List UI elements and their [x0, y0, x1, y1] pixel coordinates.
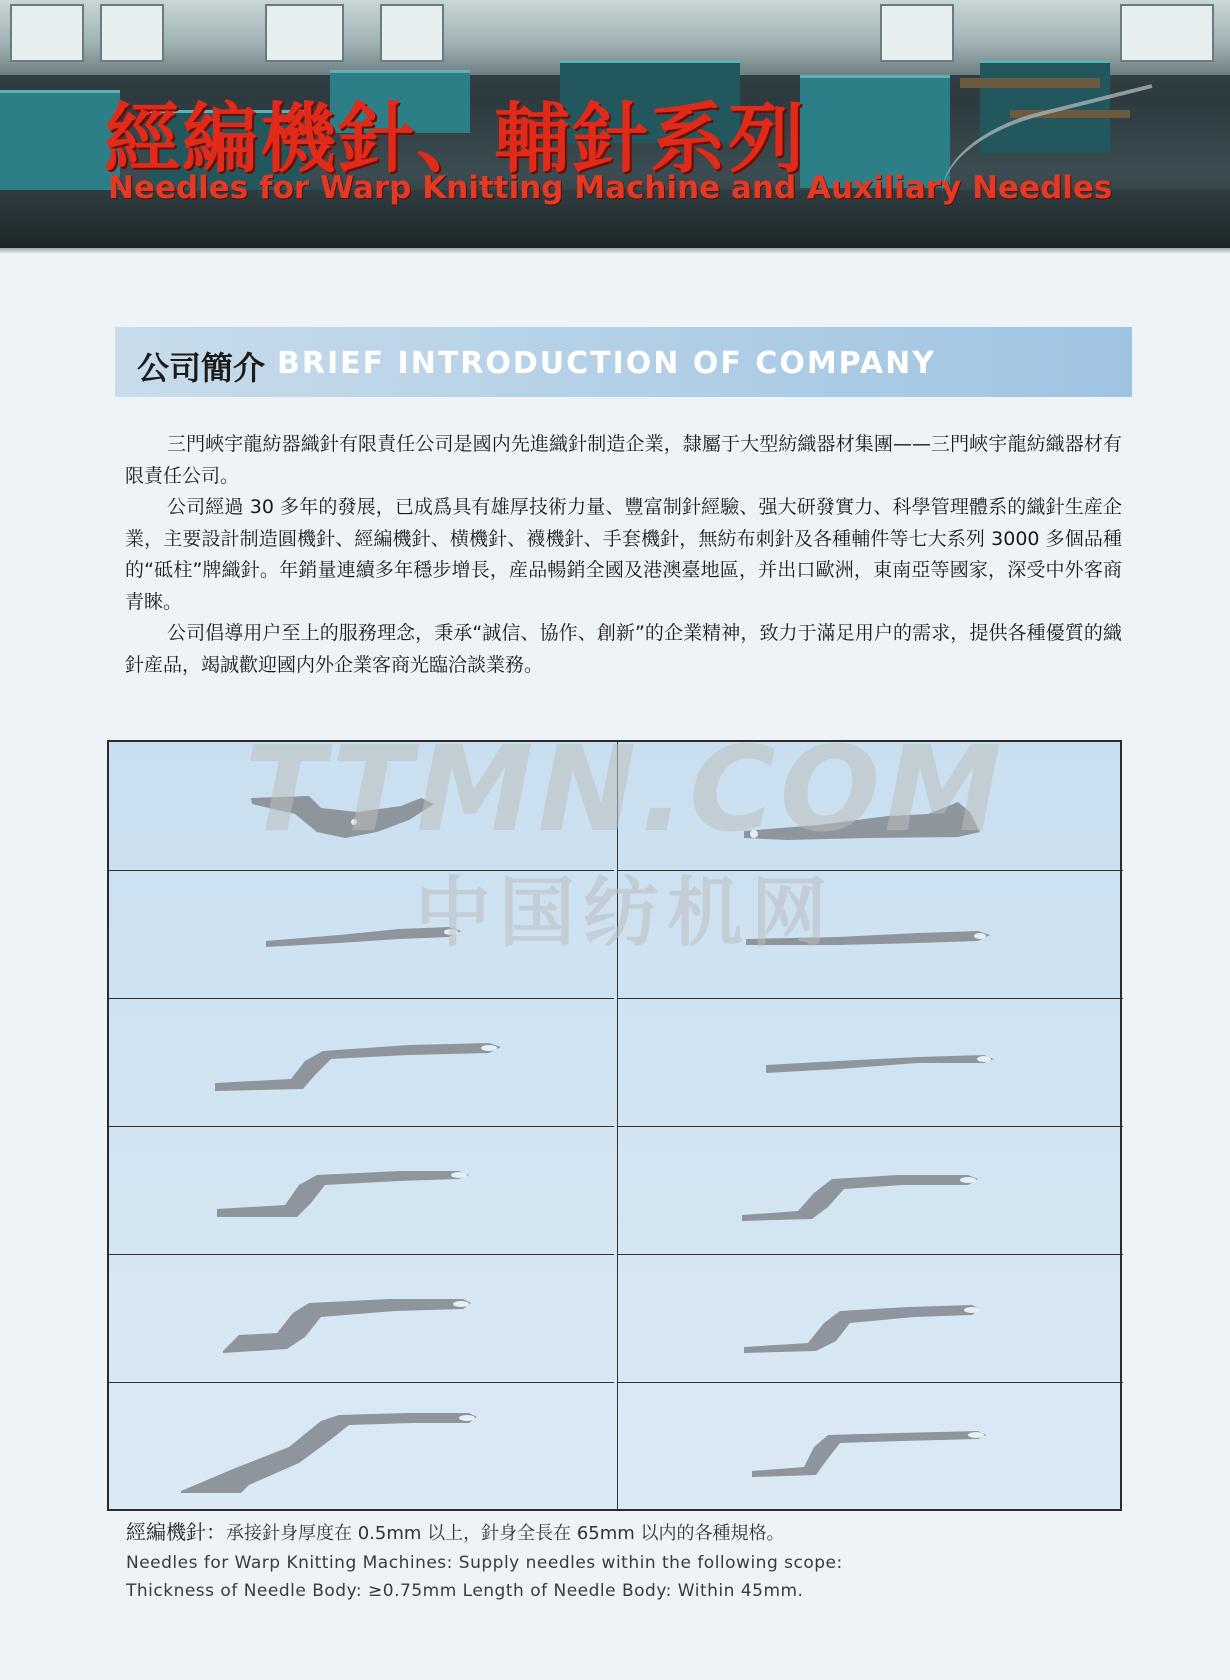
needle-image: [109, 1255, 614, 1383]
watermark-text-cn: 中国纺机网: [415, 868, 835, 957]
caption-line-en-2: Thickness of Needle Body: ≥0.75mm Length of Needle Body: Within 45mm.: [126, 1581, 804, 1601]
needle-cell: [109, 742, 614, 870]
header-banner: [0, 0, 1230, 248]
banner-title-en: Needles for Warp Knitting Machine and Auxiliary Needles: [108, 170, 1113, 206]
needle-caption: [126, 1517, 1126, 1605]
needle-cell: [618, 742, 1123, 870]
needle-image: [109, 742, 614, 870]
needle-cell: [618, 870, 1123, 998]
needle-cell: [109, 1254, 614, 1382]
needle-image: [618, 742, 1123, 870]
company-intro: [125, 429, 1122, 681]
needle-cell: [109, 870, 614, 998]
needle-cell: [618, 1254, 1123, 1382]
needle-cell: [618, 1382, 1123, 1510]
needle-image-grid: [107, 740, 1122, 1511]
needle-image: [618, 871, 1123, 999]
needle-image: [618, 999, 1123, 1127]
needle-cell: [109, 1126, 614, 1254]
caption-line-en-1: Needles for Warp Knitting Machines: Supply needles within the following scope:: [126, 1553, 843, 1573]
factory-machine: [0, 90, 120, 203]
needle-cell: [618, 998, 1123, 1126]
factory-desk: [960, 78, 1100, 88]
banner-divider: [0, 248, 1230, 254]
factory-window: [100, 4, 164, 62]
needle-cell: [109, 998, 614, 1126]
banner-title-cn: 經編機針、輔針系列: [104, 94, 806, 183]
section-header-bar: [115, 327, 1132, 397]
needle-image: [109, 1127, 614, 1255]
factory-window: [880, 4, 954, 62]
factory-window: [1120, 4, 1214, 62]
needle-cell: [618, 1126, 1123, 1254]
section-title-en: BRIEF INTRODUCTION OF COMPANY: [277, 346, 936, 381]
caption-line-cn: [126, 1517, 1126, 1549]
watermark-text: TTMN.COM: [244, 720, 1006, 858]
factory-window: [10, 4, 84, 62]
caption-lead-cn: 經編機針：: [126, 1520, 226, 1544]
needle-image: [618, 1127, 1123, 1255]
needle-image: [109, 1383, 614, 1511]
section-title-cn: 公司簡介: [137, 349, 266, 387]
factory-window: [265, 4, 344, 62]
intro-paragraph-3: 公司倡導用户至上的服務理念，秉承“誠信、協作、創新”的企業精神，致力于滿足用户的需求，提供各種優質的織針産品，竭誠歡迎國内外企業客商光臨洽談業務。: [125, 622, 1122, 676]
intro-paragraph-1: 三門峽宇龍紡器織針有限責任公司是國内先進織針制造企業，隸屬于大型紡織器材集團——三門峽宇龍紡織器材有限責任公司。: [125, 433, 1122, 487]
caption-text-cn: 承接針身厚度在 0.5mm 以上，針身全長在 65mm 以内的各種規格。: [226, 1523, 785, 1544]
needle-image: [618, 1383, 1123, 1511]
intro-paragraph-2: 公司經過 30 多年的發展，已成爲具有雄厚技術力量、豐富制針經驗、强大研發實力、科學管理體系的織針生産企業，主要設計制造圓機針、經編機針、横機針、襪機針、手套機針，無紡布刺針及各種輔件等七大系列 3000 多個品種的“砥柱”牌織針。年銷量連續多年穩步增長，産品暢銷全國及港澳臺地區，并出口歐洲，東南亞等國家，深受中外客商青睞。: [125, 496, 1122, 613]
factory-window: [380, 4, 444, 62]
needle-image: [618, 1255, 1123, 1383]
needle-image: [109, 871, 614, 999]
needle-cell: [109, 1382, 614, 1510]
needle-image: [109, 999, 614, 1127]
